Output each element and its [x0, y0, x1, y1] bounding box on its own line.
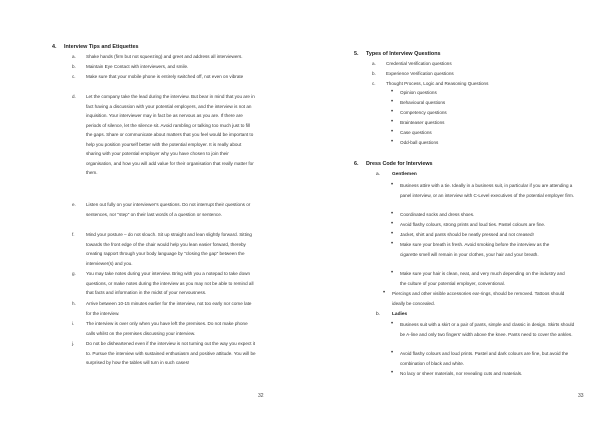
bullet-text: Business suit with a skirt or a pair of pants, simple and classic in design. Skirts should be A-line and only two fingers' width above the knee. Pants need to cover the ankles.	[400, 322, 575, 337]
bullet-text: Brainteaser questions	[400, 120, 445, 125]
item-text: Let the company take the lead during the interview. But bear in mind that you are in fact having a discussion with your potential employers, and the interview is not an inquisition. Your interviewer may in fact be as nervous as you are. If there are periods of silence, let the silence sit. Avoid rambling or talking too much just to fill the gaps. Share or communicate about matters that you feel would be important to help you position yourself better with the potential employer. It is really about sharing with your potential employer why you have chosen to join their organisation, and how you will add value for their organisation that really matter for them.	[86, 94, 255, 175]
item-text: Credential Verification questions	[386, 61, 452, 66]
item-marker: b.	[372, 71, 376, 76]
bullet-text: Coordinated socks and dress shoes.	[400, 212, 475, 217]
sub-label: Ladies	[392, 312, 408, 317]
item-text: Do not be disheartened even if the interview is not turning out the way you expect it to. Pursue the interview with sustained enthusiasm and positive attitude. You will be surprised by how the tables will turn in such cases!	[86, 341, 256, 365]
page-number: 33	[578, 393, 584, 399]
subheading-ladies	[376, 311, 407, 318]
item-text: Shake hands (firm but not squeezing) and greet and address all interviewers.	[86, 54, 243, 59]
item-marker: b.	[72, 64, 76, 69]
bullet-item: • Brainteaser questions	[391, 119, 445, 125]
bullet-text: Jacket, shirt and pants should be neatly pressed and not creased!	[400, 232, 534, 237]
sub-marker: b.	[376, 312, 381, 317]
list-item	[72, 319, 256, 338]
bullet-item: • Avoid flashy colours and loud prints. Pastel and dark colours are fine, but avoid the combination of black and white.	[391, 350, 569, 366]
bullet-text: Piercings and other visible accessories ear-rings, should be removed. Tattoos should ideally be concealed.	[392, 291, 565, 306]
section-5-heading	[354, 51, 441, 58]
bullet-text: Odd-ball questions	[400, 140, 439, 145]
item-text: Make sure that your mobile phone is entirely switched off, not even on vibrate	[86, 74, 244, 79]
list-item	[72, 299, 256, 318]
item-text: Mind your posture – do not slouch. Sit up straight and lean slightly forward. Sitting towards the front edge of the chair would help you lean easier forward, thereby creating rapport through your body language by "closing the gap" between the interviewer(s) and you.	[86, 232, 252, 266]
bullet-text: Make sure your breath is fresh. Avoid smoking before the interview as the cigarette smell will remain in your clothes, your hair and your breath.	[400, 242, 550, 257]
item-marker: h.	[72, 301, 76, 306]
list-item	[72, 72, 254, 82]
bullet-item: • No lacy or sheer materials, nor revealing cuts and materials.	[391, 370, 523, 376]
section-title: Interview Tips and Etiquettes	[64, 44, 139, 50]
item-text: Experience Verification questions	[386, 71, 454, 76]
item-text: Listen out fully on your interviewer's questions. Do not interrupt their questions or sentences, nor "step" on their last words of a question or sentence.	[86, 202, 251, 217]
section-4-heading	[52, 44, 139, 51]
item-marker: j.	[72, 341, 75, 346]
bullet-item: • Jacket, shirt and pants should be neatly pressed and not creased!	[391, 231, 534, 237]
list-item	[72, 230, 256, 268]
page-number: 32	[258, 393, 264, 399]
section-number: 4.	[52, 44, 57, 50]
list-item	[72, 339, 256, 368]
bullet-text: Avoid flashy colours and loud prints. Pastel and dark colours are fine, but avoid the combination of black and white.	[400, 351, 569, 366]
bullet-item: • Business attire with a tie. Ideally in a business suit, in particular if you are attending a panel interview, or an interview with C-Level executives of the potential employer firm.	[391, 182, 575, 198]
item-marker: a.	[72, 54, 76, 59]
bullet-text: Make sure your hair is clean, neat, and very much depending on the industry and the culture of your potential employer, conventional.	[400, 271, 565, 286]
list-item	[72, 92, 256, 178]
section-6-heading	[354, 161, 433, 168]
bullet-text: No lacy or sheer materials, nor revealing cuts and materials.	[400, 371, 523, 376]
bullet-item: • Opinion questions	[391, 89, 437, 95]
bullet-text: Behavioural questions	[400, 100, 446, 105]
right-page	[300, 0, 600, 424]
section-title: Types of Interview Questions	[366, 51, 441, 57]
item-marker: f.	[72, 232, 75, 237]
bullet-item: • Behavioural questions	[391, 99, 446, 105]
bullet-item: • Piercings and other visible accessories ear-rings, should be removed. Tattoos should ideally be concealed.	[383, 290, 565, 306]
item-text: Maintain Eye Contact with interviewers, and smile.	[86, 64, 189, 69]
list-item	[72, 52, 276, 62]
item-marker: i.	[72, 321, 75, 326]
bullet-text: Opinion questions	[400, 90, 437, 95]
bullet-text: Case questions	[400, 130, 432, 135]
item-marker: c.	[372, 81, 376, 86]
bullet-item: • Competency questions	[391, 109, 447, 115]
item-text: You may take notes during your interview. Bring with you a notepad to take down questions, or make notes during the interview as you may not be able to remind all that facts and information in the midst of your nervousness.	[86, 271, 254, 295]
item-marker: d.	[72, 94, 76, 99]
section-number: 5.	[354, 51, 359, 57]
bullet-text: Business attire with a tie. Ideally in a business suit, in particular if you are attending a panel interview, or an interview with C-Level executives of the potential employer firm.	[400, 183, 575, 198]
bullet-item: • Odd-ball questions	[391, 139, 439, 145]
bullet-item: • Coordinated socks and dress shoes.	[391, 211, 475, 217]
list-item	[72, 269, 256, 298]
subheading-gentlemen	[376, 171, 417, 178]
item-text: The interview is over only when you have left the premises. Do not make phone calls whilst on the premises discussing your interview.	[86, 321, 248, 336]
bullet-item: • Avoid flashy colours, strong prints and loud ties. Pastel colours are fine.	[391, 221, 546, 227]
item-marker: c.	[72, 74, 76, 79]
sub-label: Gentlemen	[392, 172, 417, 177]
bullet-item: • Case questions	[391, 129, 432, 135]
item-text: Thought Process, Logic and Reasoning Questions	[386, 81, 489, 86]
bullet-text: Competency questions	[400, 110, 447, 115]
sub-marker: a.	[376, 172, 381, 177]
bullet-item: • Make sure your hair is clean, neat, and very much depending on the industry and the culture of your potential employer, conventional.	[391, 270, 565, 286]
list-item	[372, 59, 576, 69]
bullet-item: • Make sure your breath is fresh. Avoid smoking before the interview as the cigarette smell will remain in your clothes, your hair and your breath.	[391, 241, 550, 257]
item-marker: e.	[72, 202, 76, 207]
list-item	[72, 62, 276, 72]
list-item	[372, 69, 576, 79]
bullet-text: Avoid flashy colours, strong prints and loud ties. Pastel colours are fine.	[400, 222, 546, 227]
bullet-item: • Business suit with a skirt or a pair of pants, simple and classic in design. Skirts should be A-line and only two fingers' width above the knee. Pants need to cover the ankles.	[391, 321, 575, 337]
section-number: 6.	[354, 161, 359, 167]
section-title: Dress Code for Interviews	[366, 161, 433, 167]
item-marker: a.	[372, 61, 376, 66]
list-item	[72, 200, 256, 219]
item-marker: g.	[72, 271, 76, 276]
item-text: Arrive between 10-15 minutes earlier for the interview, not too early nor come late for the interview.	[86, 301, 252, 316]
